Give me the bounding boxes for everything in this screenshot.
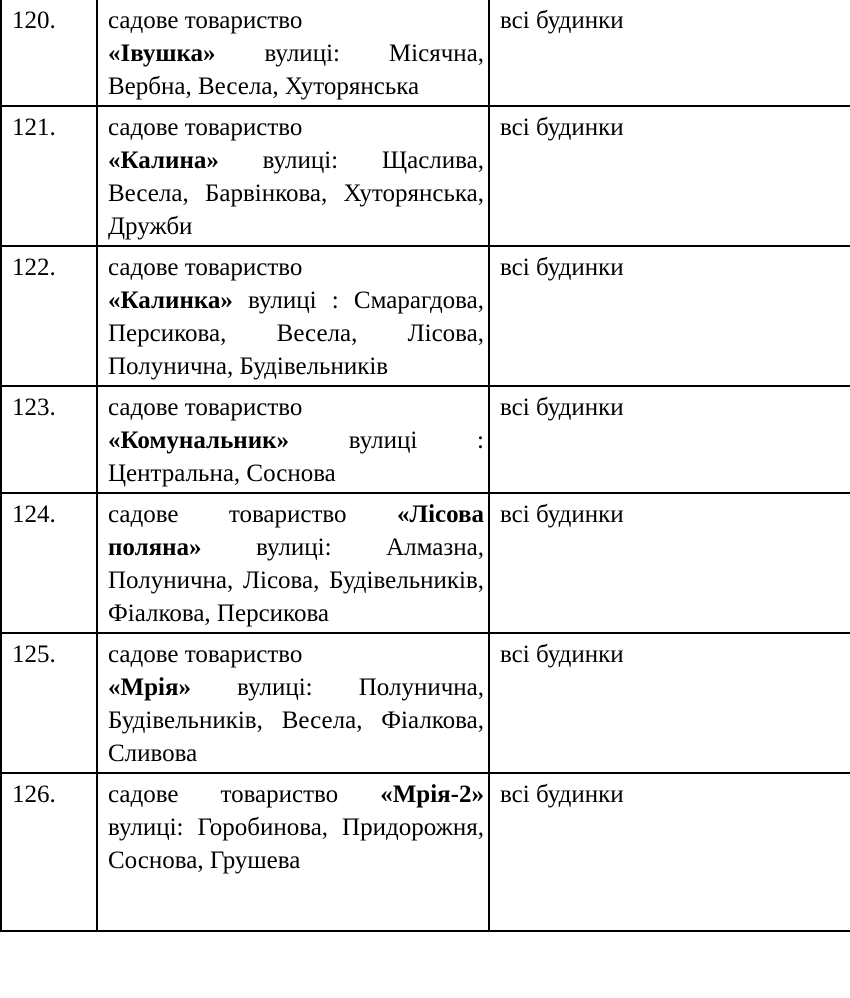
table-row — [1, 0, 850, 106]
houses-cell: всі будинки — [489, 493, 850, 633]
desc-prefix: садове товариство — [108, 781, 381, 808]
houses-cell: всі будинки — [489, 773, 850, 931]
houses-cell: всі будинки — [489, 386, 850, 493]
table-row — [1, 493, 850, 633]
houses-cell: всі будинки — [489, 633, 850, 773]
houses-cell: всі будинки — [489, 246, 850, 386]
society-name: «Калина» — [108, 147, 219, 174]
street-list: вулиці: Горобинова, Придорожня, Соснова, Грушева — [108, 814, 484, 874]
society-name: «Мрія» — [108, 674, 191, 701]
society-name: «Калинка» — [108, 287, 233, 314]
street-description — [97, 633, 489, 773]
table-row — [1, 633, 850, 773]
table-row — [1, 106, 850, 246]
street-list: вулиці : Центральна, Соснова — [108, 427, 484, 487]
street-description — [97, 386, 489, 493]
row-number: 120. — [1, 0, 97, 106]
desc-prefix: садове товариство — [108, 254, 303, 281]
houses-cell: всі будинки — [489, 106, 850, 246]
society-name: «Лісова поляна» — [108, 501, 484, 561]
street-description — [97, 0, 489, 106]
row-number: 123. — [1, 386, 97, 493]
society-name: «Івушка» — [108, 40, 216, 67]
desc-prefix: садове товариство — [108, 501, 397, 528]
row-number: 126. — [1, 773, 97, 931]
row-number: 121. — [1, 106, 97, 246]
desc-prefix: садове товариство — [108, 7, 303, 34]
table-row — [1, 386, 850, 493]
society-name: «Комунальник» — [108, 427, 290, 454]
street-description — [97, 246, 489, 386]
street-list: вулиці: Місячна, Вербна, Весела, Хуторянська — [108, 40, 484, 100]
table-row — [1, 246, 850, 386]
street-description — [97, 493, 489, 633]
street-list: вулиці: Щаслива, Весела, Барвінкова, Хуторянська, Дружби — [108, 147, 484, 240]
street-description — [97, 106, 489, 246]
street-list: вулиці: Полунична, Будівельників, Весела, Фіалкова, Сливова — [108, 674, 484, 767]
row-number: 124. — [1, 493, 97, 633]
row-number: 125. — [1, 633, 97, 773]
row-number: 122. — [1, 246, 97, 386]
society-name: «Мрія-2» — [380, 781, 484, 808]
street-list: вулиці : Смарагдова, Персикова, Весела, Лісова, Полунична, Будівельників — [108, 287, 484, 380]
street-list: вулиці: Алмазна, Полунична, Лісова, Будівельників, Фіалкова, Персикова — [108, 534, 484, 627]
desc-prefix: садове товариство — [108, 641, 303, 668]
desc-prefix: садове товариство — [108, 114, 303, 141]
street-description — [97, 773, 489, 931]
table-row — [1, 773, 850, 931]
desc-prefix: садове товариство — [108, 394, 303, 421]
houses-cell: всі будинки — [489, 0, 850, 106]
